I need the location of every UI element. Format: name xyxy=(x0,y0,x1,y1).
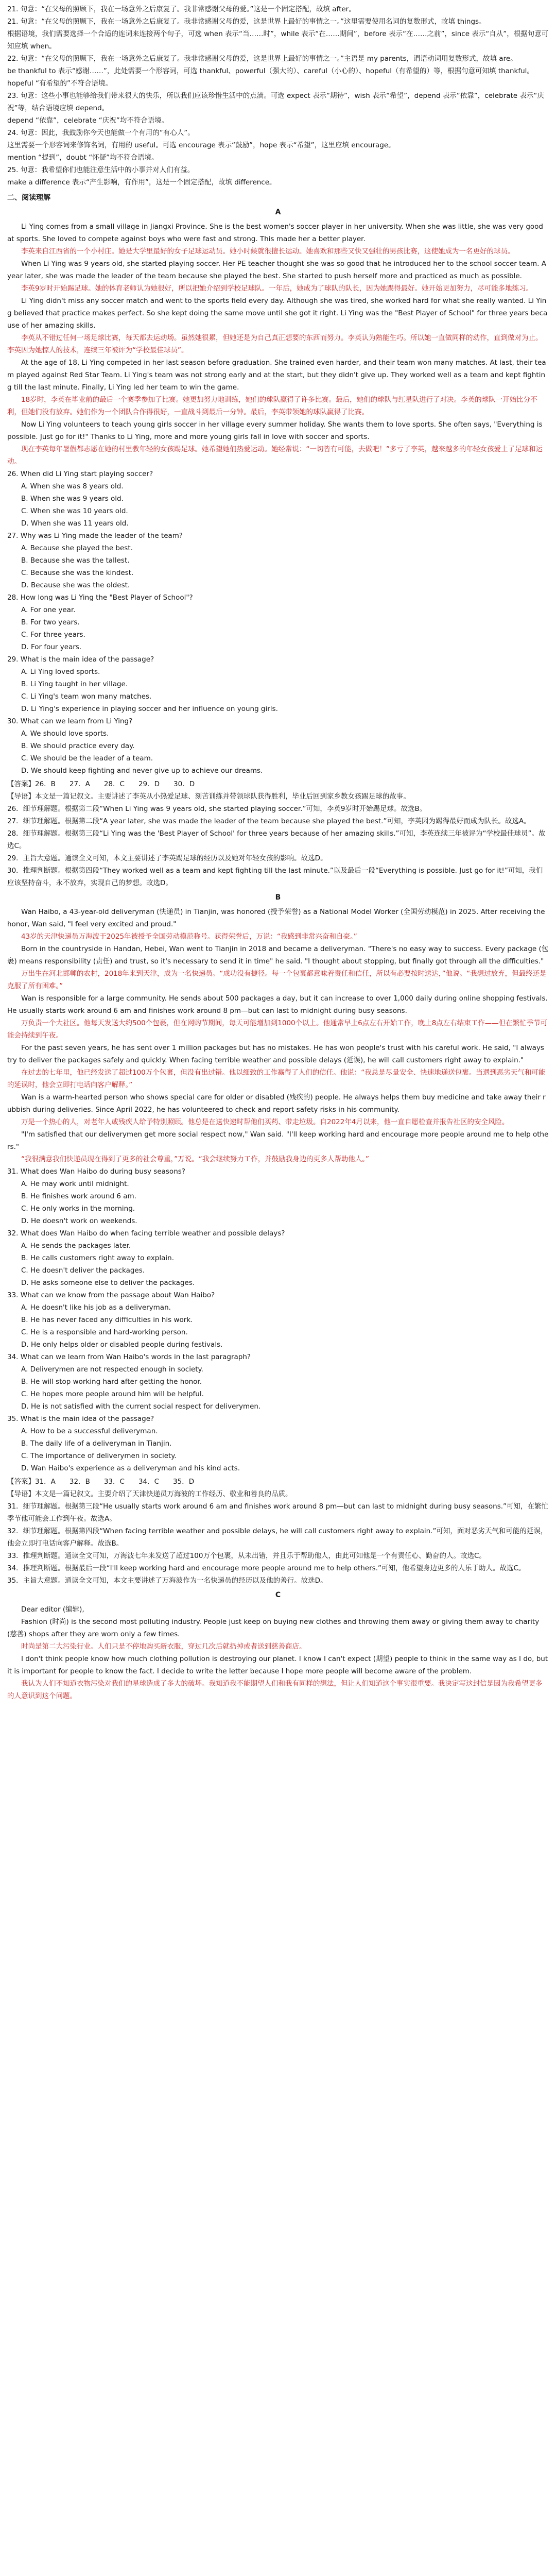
reading-section xyxy=(7,192,549,1702)
analysis-line: 25. 句意：我希望你们也能注意生活中的小事并对人们有益。 xyxy=(7,166,195,174)
question-stem: 34. What can we learn from Wan Haibo's words in the last paragraph? xyxy=(7,1353,251,1361)
section-title: 二、阅读理解 xyxy=(7,194,50,202)
question-option: D. He is not satisfied with the current social respect for deliverymen. xyxy=(21,1402,261,1411)
analysis-line: depend “依靠”，celebrate “庆祝”均不符合语境。 xyxy=(7,116,169,125)
analysis-line: make a difference 表示“产生影响，有作用”，这是一个固定搭配，故填 difference。 xyxy=(7,178,276,187)
question-option: C. He doesn't deliver the packages. xyxy=(21,1266,145,1275)
question-option: A. He sends the packages later. xyxy=(21,1242,131,1250)
question-option: D. For four years. xyxy=(21,643,82,651)
analysis-line: hopeful “有希望的”不符合语境。 xyxy=(7,79,113,88)
passage-translation: 李英9岁时开始踢足球。她的体育老师认为她很好，所以把她介绍到学校足球队。一年后，她成为了球队的队长，因为她踢得最好。她开始更加努力，尽可能多地练习。 xyxy=(21,284,533,293)
analysis-line: 34．推理判断题。根据最后一段“I'll keep working hard and encourage more people around me to help others.”可知，他希望身边更多的人乐于助人。故选C。 xyxy=(7,1564,526,1572)
passage-translation: 43岁的天津快递员万海波于2025年被授予全国劳动模范称号。获得荣誉后，万说：“我感到非常兴奋和自豪。” xyxy=(21,933,357,941)
answer-key: 【答案】31．A 32．B 33．C 34．C 35．D xyxy=(7,1478,195,1486)
question-stem: 35. What is the main idea of the passage? xyxy=(7,1415,154,1423)
question-option: A. He may work until midnight. xyxy=(21,1180,129,1188)
question-option: D. Wan Haibo's experience as a deliveryman and his kind acts. xyxy=(21,1464,240,1472)
passage-paragraph: At the age of 18, Li Ying competed in her last season before graduation. She trained even harder, and their team won many matches. At last, their team played against Red Star Team. Li Ying's team was not strong early and at the start, but they didn't give up. They worked well as a team and kept fighting till the last minute. Finally, Li Ying led her team to win the game. xyxy=(7,359,546,392)
question-option: B. He finishes work around 6 am. xyxy=(21,1192,136,1200)
question-option: D. Because she was the oldest. xyxy=(21,581,130,589)
analysis-line: 21. 句意：“在父母的照顾下，我在一场意外之后康复了。我非常感谢父母的爱，这是世界上最好的事情之一。”这里需要使用名词的复数形式，故填 things。 xyxy=(7,18,486,26)
question-option: A. Deliverymen are not respected enough in society. xyxy=(21,1365,203,1374)
passage-translation: 李英从不错过任何一场足球比赛，每天都去运动场。虽然她很累，但她还是为自己真正想要的东西而努力。李英认为熟能生巧。所以她一直做同样的动作，直到做对为止。李英因为她惊人的技术，连续三年被评为“学校最佳球员”。 xyxy=(7,334,543,354)
analysis-line: 29．主旨大意题。通读全文可知，本文主要讲述了李英踢足球的经历以及她对年轻女孩的影响。故选D。 xyxy=(7,854,327,862)
answer-key: 【答案】26．B 27．A 28．C 29．D 30．D xyxy=(7,780,195,788)
question-option: A. Because she played the best. xyxy=(21,544,133,552)
question-option: A. He doesn't like his job as a deliveryman. xyxy=(21,1303,171,1312)
question-option: B. He has never faced any difficulties in his work. xyxy=(21,1316,193,1324)
question-option: D. We should keep fighting and never give up to achieve our dreams. xyxy=(21,767,263,775)
passage-paragraph: Fashion (时尚) is the second most polluting industry. People just keep on buying new clothes and throwing them away or giving them away to charity (慈善) shops after they are worn only a few times. xyxy=(7,1618,540,1638)
question-option: B. For two years. xyxy=(21,618,80,626)
question-stem: 31. What does Wan Haibo do during busy seasons? xyxy=(7,1167,185,1176)
analysis-line: 21. 句意：“在父母的照顾下，我在一场意外之后康复了。我非常感谢父母的爱。”这是一个固定搭配，故填 after。 xyxy=(7,5,356,13)
passage-label: C xyxy=(275,1591,281,1599)
passage-label: B xyxy=(275,893,281,902)
analysis-line: 33．推理判断题。通读全文可知，万海波七年来发送了超过100万个包裹，从未出错，并且乐于帮助他人，由此可知他是一个有责任心、勤奋的人。故选C。 xyxy=(7,1552,486,1560)
analysis-line: 根据语境，我们需要选择一个合适的连词来连接两个句子，可选 when 表示“当……时”，while 表示“在……期间”，before 表示“在……之前”，since 表示“自从”，根据句意可知应填 when。 xyxy=(7,30,549,50)
analysis-line: 这里需要一个形容词来修饰名词，有用的 useful。可选 encourage 表示“鼓励”，hope 表示“希望”，这里应填 encourage。 xyxy=(7,141,395,149)
question-stem: 29. What is the main idea of the passage? xyxy=(7,655,154,664)
question-option: C. Li Ying's team won many matches. xyxy=(21,692,152,701)
passage-paragraph: For the past seven years, he has sent over 1 million packages but has no mistakes. He has won people's trust with his careful work. He said, "I always try to deliver the packages safely and quickly. When facing terrible weather and possible delays (延误), he will call customers right away to explain." xyxy=(7,1044,544,1064)
question-stem: 33. What can we know from the passage about Wan Haibo? xyxy=(7,1291,215,1299)
question-option: B. We should practice every day. xyxy=(21,742,135,750)
passage-paragraph: "I'm satisfied that our deliverymen get more social respect now," Wan said. "I'll keep working hard and encourage more people around me to help others." xyxy=(7,1130,549,1151)
question-option: B. When she was 9 years old. xyxy=(21,495,124,503)
analysis-line: 24. 句意：因此，我鼓励你今天也能做一个有用的“有心人”。 xyxy=(7,129,195,137)
passage-translation: 在过去的七年里，他已经发送了超过100万个包裹，但没有出过错。他以细致的工作赢得了人们的信任。他说：“我总是尽量安全、快速地递送包裹。当遇到恶劣天气和可能的延误时，他会立即打电话向客户解释。” xyxy=(7,1069,546,1089)
question-stem: 28. How long was Li Ying the "Best Player of School"? xyxy=(7,594,193,602)
grammar-analysis-block xyxy=(7,3,549,189)
passage-label: A xyxy=(275,208,281,216)
passage-paragraph: Li Ying didn't miss any soccer match and went to the sports field every day. Although she was tired, she worked hard for what she really wanted. Li Ying believed that practice makes perfect. So she kept doing the same move until she got it right. Li Ying was the "Best Player of School" for three years because of her amazing skills. xyxy=(7,297,548,330)
passage-translation: 万是一个热心的人，对老年人或残疾人给予特别照顾。他总是在送快递时帮他们买药、带走垃圾。自2022年4月以来，他一直自愿检查并报告社区的安全风险。 xyxy=(21,1118,509,1126)
analysis-line: 22. 句意：“在父母的照顾下，我在一场意外之后康复了。我非常感谢父母的爱，这是世界上最好的事情之一。”主语是 my parents，谓语动词用复数形式，故填 are。 xyxy=(7,55,517,63)
question-stem: 32. What does Wan Haibo do when facing terrible weather and possible delays? xyxy=(7,1229,285,1238)
question-option: B. Because she was the tallest. xyxy=(21,556,130,565)
question-option: D. He only helps older or disabled people during festivals. xyxy=(21,1341,223,1349)
analysis-line: mention “提到”，doubt “怀疑”均不符合语境。 xyxy=(7,154,159,162)
passage-paragraph: Li Ying comes from a small village in Jiangxi Province. She is the best women's soccer player in her university. When she was little, she was very good at sports. She loved to compete against boys who were fast and strong. This made her a better player. xyxy=(7,223,543,243)
passage-paragraph: I don't think people know how much clothing pollution is destroying our planet. I know I can't expect (期望) people to think in the same way as I do, but it is important for people to know the fact. I decide to write the letter because I hope more people will become aware of the problem. xyxy=(7,1655,548,1675)
analysis-line: 31．细节理解题。根据第三段“He usually starts work around 6 am and finishes work around 8 pm—but can last to midnight during busy seasons.”可知，在繁忙季节他可能会工作到午夜。故选A。 xyxy=(7,1502,549,1523)
question-option: B. He will stop working hard after getting the honor. xyxy=(21,1378,202,1386)
analysis-line: 30．推理判断题。根据第四段“They worked well as a team and kept fighting till the last minute.”以及最后一段“Everything is possible. Just go for it!”可知，我们应该坚持奋斗，永不放弃，实现自己的梦想。故选D。 xyxy=(7,867,543,887)
passage-paragraph: Wan Haibo, a 43-year-old deliveryman (快递员) in Tianjin, was honored (授予荣誉) as a National Model Worker (全国劳动模范) in 2025. After receiving the honor, Wan said, "I feel very excited and proud." xyxy=(7,908,545,928)
question-option: D. He asks someone else to deliver the packages. xyxy=(21,1279,195,1287)
passage-translation: 万出生在河北邯郸的农村，2018年来到天津，成为一名快递员。“成功没有捷径。每一个包裹都意味着责任和信任，所以有必要按时送达，”他说。“我想过放弃，但最终还是克服了所有困难。” xyxy=(7,970,547,990)
passage-translation: 时尚是第二大污染行业。人们只是不停地购买新衣服，穿过几次后就扔掉或者送到慈善商店。 xyxy=(21,1642,306,1651)
analysis-line: 【导语】本文是一篇记叙文。主要介绍了天津快递员万海波的工作经历、敬业和善良的品质。 xyxy=(7,1490,292,1498)
analysis-line: 35．主旨大意题。通读全文可知，本文主要讲述了万海波作为一名快递员的经历以及他的善行。故选D。 xyxy=(7,1577,327,1585)
question-option: C. Because she was the kindest. xyxy=(21,569,134,577)
question-option: D. When she was 11 years old. xyxy=(21,519,129,528)
analysis-line: 28．细节理解题。根据第三段“Li Ying was the 'Best Player of School' for three years because of her amazing skills.”可知，李英连续三年被评为“学校最佳球员”。故选C。 xyxy=(7,829,546,850)
analysis-line: 【导语】本文是一篇记叙文。主要讲述了李英从小热爱足球、刻苦训练并带领球队获得胜利，毕业后回到家乡教女孩踢足球的故事。 xyxy=(7,792,410,801)
passage-translation: 李英来自江西省的一个小村庄。她是大学里最好的女子足球运动员。她小时候就很擅长运动。她喜欢和那些又快又强壮的男孩比赛，这使她成为一名更好的球员。 xyxy=(21,247,515,256)
analysis-line: be thankful to 表示“感谢……”，此处需要一个形容词，可选 thankful、powerful（强大的）、careful（小心的）、hopeful（有希望的）等，根据句意可知填 thankful。 xyxy=(7,67,534,75)
question-option: C. The importance of deliverymen in society. xyxy=(21,1452,177,1460)
question-option: C. When she was 10 years old. xyxy=(21,507,128,515)
question-option: D. Li Ying's experience in playing soccer and her influence on young girls. xyxy=(21,705,278,713)
analysis-line: 27．细节理解题。根据第二段“A year later, she was made the leader of the team because she played the best.”可知，李英因为踢得最好而成为队长。故选A。 xyxy=(7,817,531,825)
passage-paragraph: Dear editor (编辑), xyxy=(21,1605,84,1614)
question-stem: 26. When did Li Ying start playing soccer? xyxy=(7,470,153,478)
question-stem: 27. Why was Li Ying made the leader of the team? xyxy=(7,532,183,540)
passage-translation: 现在李英每年暑假都志愿在她的村里教年轻的女孩踢足球。她希望她们热爱运动。她经常说：“一切皆有可能，去做吧！”多亏了李英，越来越多的年轻女孩爱上了足球和运动。 xyxy=(7,445,543,466)
question-option: C. We should be the leader of a team. xyxy=(21,754,153,762)
passage-paragraph: When Li Ying was 9 years old, she started playing soccer. Her PE teacher thought she was so good that he introduced her to the school soccer team. A year later, she was made the leader of the team because she played the best. She started to push herself more and practiced as much as possible. xyxy=(7,260,546,280)
question-option: C. For three years. xyxy=(21,631,85,639)
passage-translation: 18岁时，李英在毕业前的最后一个赛季参加了比赛。她更加努力地训练，她们的球队赢得了许多比赛。最后，她们的球队与红星队进行了对决。李英的球队一开始比分不利，但她们没有放弃。她们作为一个团队合作得很好，一直战斗到最后一分钟。最后，李英带领她的球队赢得了比赛。 xyxy=(7,396,537,416)
question-option: C. He hopes more people around him will be helpful. xyxy=(21,1390,204,1398)
question-option: C. He only works in the morning. xyxy=(21,1205,135,1213)
passage-paragraph: Now Li Ying volunteers to teach young girls soccer in her village every summer holiday. She wants them to love sports. She often says, "Everything is possible. Just go for it!" Thanks to Li Ying, more and more young girls fall in love with soccer and sports. xyxy=(7,420,543,441)
passage-translation: 我认为人们不知道衣物污染对我们的星球造成了多大的破坏。我知道我不能期望人们和我有同样的想法，但让人们知道这个事实很重要。我决定写这封信是因为我希望更多的人意识到这个问题。 xyxy=(7,1680,543,1700)
question-option: A. How to be a successful deliveryman. xyxy=(21,1427,158,1435)
question-option: A. When she was 8 years old. xyxy=(21,482,124,490)
question-option: C. He is a responsible and hard-working person. xyxy=(21,1328,188,1336)
question-stem: 30. What can we learn from Li Ying? xyxy=(7,717,133,725)
analysis-line: 32．细节理解题。根据第四段“When facing terrible weather and possible delays, he will call customers right away to explain.”可知，面对恶劣天气和可能的延误，他会立即打电话向客户解释。故选B。 xyxy=(7,1527,548,1548)
question-option: B. The daily life of a deliveryman in Tianjin. xyxy=(21,1439,172,1448)
passage-paragraph: Wan is a warm-hearted person who shows special care for older or disabled (残疾的) people. He always helps them buy medicine and take away their rubbish during deliveries. Since April 2022, he has volunteered to check and report safety risks in his community. xyxy=(7,1093,546,1114)
question-option: A. We should love sports. xyxy=(21,730,109,738)
passage-translation: 万负责一个大社区。他每天发送大约500个包裹，但在网购节期间，每天可能增加到1000个以上。他通常早上6点左右开始工作，晚上8点左右结束工作——但在繁忙季节可能会持续到午夜。 xyxy=(7,1019,548,1040)
question-option: A. For one year. xyxy=(21,606,76,614)
passage-paragraph: Wan is responsible for a large community. He sends about 500 packages a day, but it can increase to over 1,000 daily during online shopping festivals. He usually starts work around 6 am and finishes work around 8 pm—but can last to midnight during busy seasons. xyxy=(7,994,548,1015)
question-option: B. Li Ying taught in her village. xyxy=(21,680,128,688)
passage-translation: “我很满意我们快递员现在得到了更多的社会尊重，”万说。“我会继续努力工作，并鼓励我身边的更多人帮助他人。” xyxy=(21,1155,369,1163)
analysis-line: 23. 句意：这些小事也能够给我们带来很大的快乐，所以我们应该珍惜生活中的点滴。可选 expect 表示“期待”，wish 表示“希望”，depend 表示“依靠”，celebrate 表示“庆祝”等，结合语境应填 depend。 xyxy=(7,92,544,112)
question-option: D. He doesn't work on weekends. xyxy=(21,1217,137,1225)
question-option: B. He calls customers right away to explain. xyxy=(21,1254,174,1262)
question-option: A. Li Ying loved sports. xyxy=(21,668,100,676)
passage-paragraph: Born in the countryside in Handan, Hebei, Wan went to Tianjin in 2018 and became a deliveryman. "There's no easy way to success. Every package (包裹) means responsibility (责任) and trust, so it's necessary to send it in time" he said. "I thought about stopping, but finally got through all the difficulties." xyxy=(7,945,549,965)
analysis-line: 26．细节理解题。根据第二段“When Li Ying was 9 years old, she started playing soccer.”可知，李英9岁时开始踢足球。故选B。 xyxy=(7,805,427,813)
